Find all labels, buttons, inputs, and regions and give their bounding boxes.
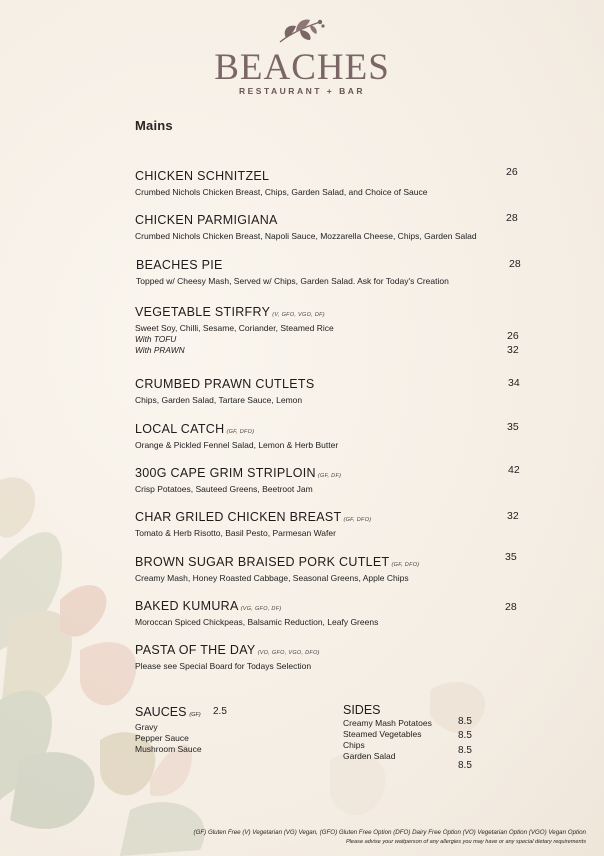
sauces-list (135, 722, 335, 754)
item-dietary-tags: (GF, DF) (317, 473, 342, 479)
sides-list (343, 718, 543, 761)
item-price: 34 (508, 377, 520, 389)
sides-title: SIDES (343, 703, 381, 717)
item-description: Crisp Potatoes, Sauteed Greens, Beetroot Jam (135, 484, 313, 494)
menu-item (135, 553, 535, 583)
item-description: Moroccan Spiced Chickpeas, Balsamic Reduction, Leafy Greens (135, 617, 379, 627)
sauces-dietary-tags: (GF) (189, 712, 201, 718)
item-description: Sweet Soy, Chilli, Sesame, Coriander, Steamed Rice (135, 323, 334, 333)
menu-item (135, 211, 535, 241)
sauce-item: Gravy (135, 722, 158, 732)
item-price: 26 (506, 166, 518, 178)
item-dietary-tags: (V, GFO, VGO, DF) (272, 312, 325, 318)
menu-item (135, 303, 535, 355)
side-item: Steamed Vegetables (343, 729, 422, 739)
side-item: Creamy Mash Potatoes (343, 718, 432, 728)
menu-item (135, 420, 535, 450)
item-title: BAKED KUMURA (135, 599, 239, 613)
item-price: 35 (507, 421, 519, 433)
menu-item (135, 375, 535, 405)
side-price: 8.5 (458, 745, 472, 756)
item-description: Topped w/ Cheesy Mash, Served w/ Chips, Garden Salad. Ask for Today's Creation (136, 276, 449, 286)
allergy-notice: Please advise your waitperson of any allergies you may have or any special dietary requirements (345, 839, 586, 845)
menu-item (135, 167, 535, 197)
item-title: BEACHES PIE (136, 258, 223, 272)
dietary-legend: (GF) Gluten Free (V) Vegetarian (VG) Vegan, (GFO) Gluten Free Option (DFO) Dairy Free Option (VO) Vegetarian Option (VGO) Vegan Option (193, 829, 586, 836)
side-item: Garden Salad (343, 751, 396, 761)
option-price: 26 (507, 330, 519, 342)
item-title: VEGETABLE STIRFRY (135, 305, 271, 319)
item-dietary-tags: (GF, DFO) (226, 429, 255, 435)
item-price: 42 (508, 464, 520, 476)
item-title: CHAR GRILED CHICKEN BREAST (135, 510, 342, 524)
item-price: 28 (509, 258, 521, 270)
item-dietary-tags: (VG, GFO, DF) (240, 606, 282, 612)
item-description: Crumbed Nichols Chicken Breast, Chips, Garden Salad, and Choice of Sauce (135, 187, 428, 197)
item-title: CHICKEN SCHNITZEL (135, 169, 270, 183)
sauces-price: 2.5 (213, 706, 227, 717)
item-description: Tomato & Herb Risotto, Basil Pesto, Parmesan Wafer (135, 528, 336, 538)
item-price: 35 (505, 551, 517, 563)
brand-subtitle: RESTAURANT + BAR (238, 86, 366, 96)
side-price: 8.5 (458, 716, 472, 727)
item-description: Creamy Mash, Honey Roasted Cabbage, Seasonal Greens, Apple Chips (135, 573, 409, 583)
item-title: BROWN SUGAR BRAISED PORK CUTLET (135, 555, 390, 569)
menu-item (135, 597, 535, 627)
item-description: Please see Special Board for Todays Selection (135, 661, 312, 671)
item-option: With TOFU (135, 334, 177, 344)
item-price: 28 (505, 601, 517, 613)
sauce-item: Mushroom Sauce (135, 744, 202, 754)
item-dietary-tags: (VO, GFO, VGO, DFO) (257, 650, 320, 656)
item-title: LOCAL CATCH (135, 422, 225, 436)
item-price: 28 (506, 212, 518, 224)
item-price: 32 (507, 510, 519, 522)
item-description: Chips, Garden Salad, Tartare Sauce, Lemon (135, 395, 303, 405)
sauces-section (135, 703, 335, 754)
menu-item (135, 508, 535, 538)
menu-item (135, 464, 535, 494)
item-title: 300G CAPE GRIM STRIPLOIN (135, 466, 316, 480)
item-dietary-tags: (GF, DFO) (391, 562, 420, 568)
item-title: CRUMBED PRAWN CUTLETS (135, 377, 315, 391)
item-option: With PRAWN (135, 345, 185, 355)
item-title: PASTA OF THE DAY (135, 643, 256, 657)
sauce-item: Pepper Sauce (135, 733, 189, 743)
item-description: Crumbed Nichols Chicken Breast, Napoli Sauce, Mozzarella Cheese, Chips, Garden Salad (135, 231, 477, 241)
sides-section (343, 703, 543, 761)
option-price: 32 (507, 344, 519, 356)
side-price: 8.5 (458, 730, 472, 741)
section-title: Mains (135, 118, 173, 133)
item-dietary-tags: (GF, DFO) (343, 517, 372, 523)
sauces-title: SAUCES (135, 705, 187, 719)
side-item: Chips (343, 740, 365, 750)
leaf-sprig-icon (276, 16, 328, 46)
menu-item (135, 641, 535, 671)
brand-name: BEACHES (214, 47, 390, 88)
side-price: 8.5 (458, 760, 472, 771)
menu-item (136, 256, 536, 286)
item-description: Orange & Pickled Fennel Salad, Lemon & Herb Butter (135, 440, 339, 450)
item-title: CHICKEN PARMIGIANA (135, 213, 278, 227)
